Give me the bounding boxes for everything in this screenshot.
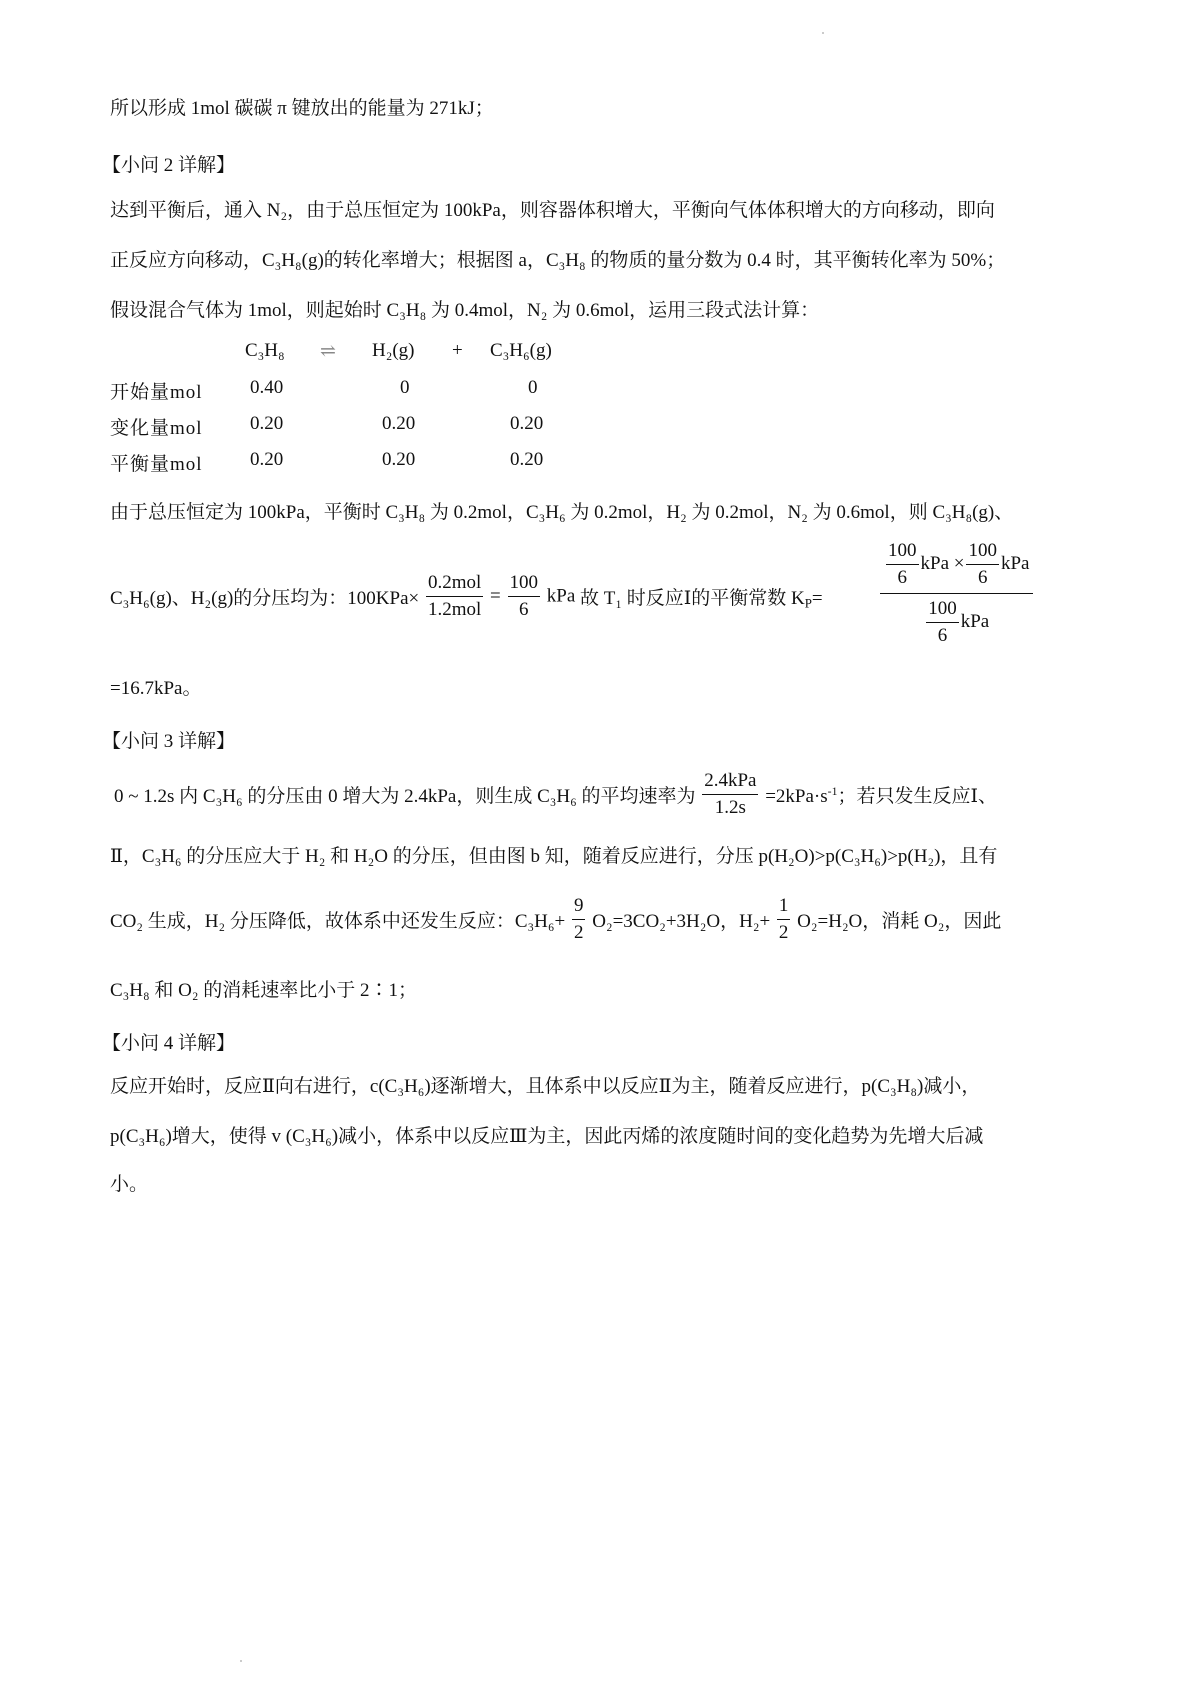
cell-value: 0.20 [250, 449, 284, 470]
q2-line-3: 假设混合气体为 1mol，则起始时 C₃H₈ 为 0.4mol，N₂ 为 0.6mol，运用三段式法计算： [110, 300, 820, 321]
rate-exponent: -1 [827, 784, 838, 798]
table-species-c3h6: C₃H₆(g) [490, 340, 552, 361]
q3-line-2: Ⅱ，C₃H₆ 的分压应大于 H₂ 和 H₂O 的分压，但由图 b 知，随着反应进行，分压 p(H₂O)>p(C₃H₆)>p(H₂)，且有 [110, 846, 998, 867]
q2-line-2: 正反应方向移动，C₃H₈(g)的转化率增大；根据图 a，C₃H₈ 的物质的量分数为 0.4 时，其平衡转化率为 50%； [110, 250, 1006, 271]
scan-speck [240, 1660, 242, 1662]
cell-value: 0.20 [382, 449, 416, 470]
q3-line-4: C₃H₈ 和 O₂ 的消耗速率比小于 2∶1； [110, 980, 417, 1001]
cell-value: 0.20 [510, 449, 544, 470]
rate-result [765, 786, 997, 807]
kp-result: =16.7kPa。 [110, 678, 202, 699]
kp-intro [580, 588, 823, 609]
kp-compound-fraction [880, 540, 1033, 646]
fraction-denominator: 1.2mol [427, 598, 482, 620]
section-header-q3: 【小问 3 详解】 [102, 731, 236, 752]
kp-numerator [880, 540, 1033, 594]
kp-equals: = [811, 587, 823, 609]
side-reaction-post: O₂=H₂O，消耗 O₂，因此 [797, 910, 1002, 932]
table-plus: + [452, 340, 463, 361]
fraction-pressure [508, 572, 541, 621]
fraction-100-over-6 [966, 540, 999, 589]
section-header-q2: 【小问 2 详解】 [102, 155, 236, 176]
paragraph-energy: 所以形成 1mol 碳碳 π 键放出的能量为 271kJ； [110, 98, 494, 119]
section-header-q4: 【小问 4 详解】 [102, 1033, 236, 1054]
kp-denominator [880, 594, 1033, 647]
fraction-denominator: 6 [977, 566, 988, 588]
side-reactions-equation [110, 895, 1001, 944]
fraction-rate [702, 770, 758, 819]
side-reaction-prefix: CO₂ 生成，H₂ 分压降低，故体系中还发生反应：C₃H₆+ [110, 910, 566, 932]
row-label: 平衡量mol [110, 454, 203, 475]
scan-speck [822, 32, 824, 34]
kp-intro-text: 故 T₁ 时反应Ⅰ的平衡常数 K [580, 587, 805, 609]
fraction-numerator: 100 [926, 598, 959, 623]
fraction-100-over-6 [926, 598, 959, 647]
cell-value: 0 [528, 377, 538, 398]
equation-prefix: C₃H₆(g)、H₂(g)的分压均为：100KPa× [110, 587, 420, 609]
fraction-numerator: 9 [572, 895, 586, 920]
fraction-numerator: 100 [966, 540, 999, 565]
pressure-unit: kPa [546, 585, 576, 607]
kp-unit-times: kPa × [920, 553, 965, 575]
rate-prefix: 0 ~ 1.2s 内 C₃H₆ 的分压由 0 增大为 2.4kPa，则生成 C₃H₆ 的平均速率为 [114, 785, 696, 807]
q2-line-4: 由于总压恒定为 100kPa，平衡时 C₃H₈ 为 0.2mol，C₃H₆ 为 0.2mol，H₂ 为 0.2mol，N₂ 为 0.6mol，则 C₃H₈(g)、 [110, 502, 1014, 523]
fraction-denominator: 2 [573, 921, 584, 943]
partial-pressure-equation [110, 572, 823, 621]
fraction-1-over-2 [777, 895, 791, 944]
fraction-numerator: 0.2mol [426, 572, 483, 597]
rate-equation [114, 770, 997, 819]
fraction-numerator: 2.4kPa [702, 770, 758, 795]
fraction-denominator: 6 [519, 598, 529, 620]
row-label: 开始量mol [110, 382, 203, 403]
side-reaction-mid: O₂=3CO₂+3H₂O，H₂+ [592, 910, 771, 932]
rate-tail: ；若只发生反应Ⅰ、 [837, 785, 997, 807]
equilibrium-arrow-icon: ⇌ [320, 341, 336, 362]
fraction-denominator: 6 [937, 624, 948, 646]
kp-unit: kPa [960, 611, 990, 633]
kp-subscript: P [804, 595, 812, 611]
table-species-c3h8: C₃H₈ [245, 340, 285, 361]
q4-line-1: 反应开始时，反应Ⅱ向右进行，c(C₃H₆)逐渐增大，且体系中以反应Ⅱ为主，随着反应进行，p(C₃H₈)减小， [110, 1076, 981, 1097]
table-species-h2: H₂(g) [372, 340, 415, 361]
row-label: 变化量mol [110, 418, 203, 439]
q4-line-2: p(C₃H₆)增大，使得 v (C₃H₆)减小，体系中以反应Ⅲ为主，因此丙烯的浓度随时间的变化趋势为先增大后减 [110, 1126, 984, 1147]
fraction-denominator: 1.2s [714, 796, 746, 818]
fraction-numerator: 100 [886, 540, 919, 565]
fraction-numerator: 1 [777, 895, 791, 920]
kp-unit: kPa [1000, 553, 1030, 575]
q2-line-1: 达到平衡后，通入 N₂，由于总压恒定为 100kPa，则容器体积增大，平衡向气体体积增大的方向移动，即向 [110, 200, 995, 221]
cell-value: 0.20 [382, 413, 416, 434]
equals-sign: = [490, 585, 501, 607]
fraction-100-over-6 [886, 540, 919, 589]
rate-value: =2kPa·s [765, 785, 828, 807]
fraction-mole-ratio [426, 572, 483, 621]
fraction-denominator: 2 [778, 921, 789, 943]
cell-value: 0.40 [250, 377, 284, 398]
cell-value: 0.20 [250, 413, 284, 434]
fraction-9-over-2 [572, 895, 586, 944]
cell-value: 0 [400, 377, 410, 398]
q4-line-3: 小。 [110, 1174, 149, 1195]
fraction-numerator: 100 [508, 572, 541, 597]
cell-value: 0.20 [510, 413, 544, 434]
fraction-denominator: 6 [897, 566, 907, 588]
